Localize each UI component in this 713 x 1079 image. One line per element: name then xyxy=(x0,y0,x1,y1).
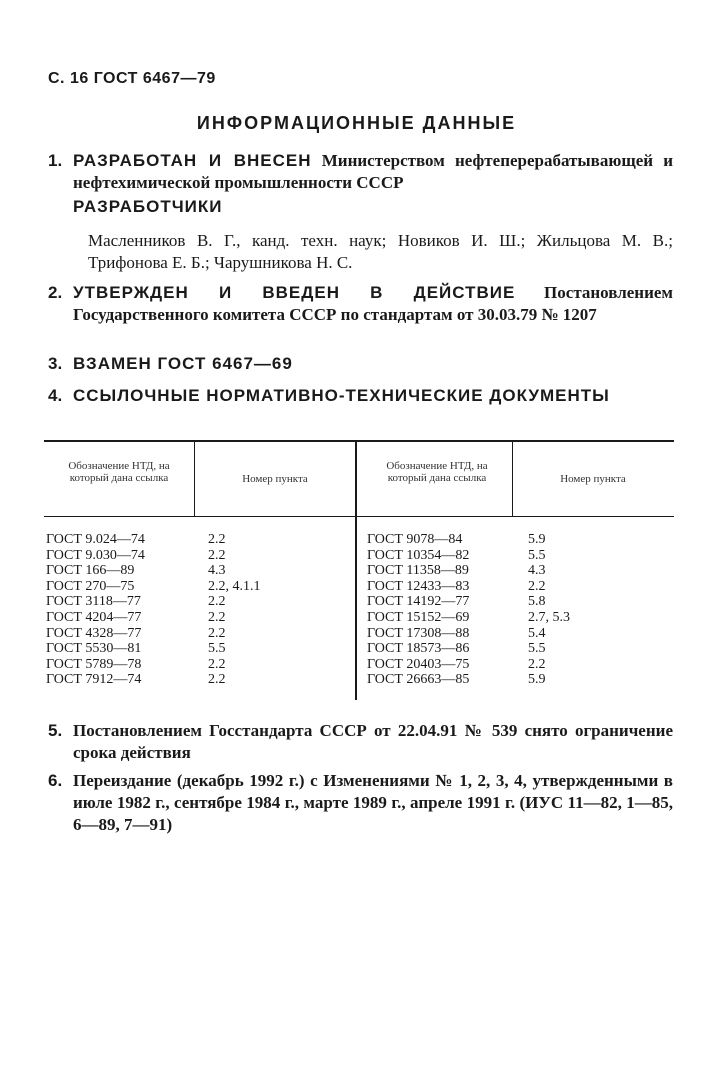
item-4 xyxy=(48,385,673,407)
item-text xyxy=(73,353,673,375)
item-lead: РАЗРАБОТАН И ВНЕСЕН xyxy=(73,151,312,170)
table-cell-doc: ГОСТ 5530—81 xyxy=(46,641,142,657)
item-body: Постановлением Государственного комитета СССР по стандартам от 30.03.79 № 1207 xyxy=(73,283,673,324)
table-cell-point: 2.2 xyxy=(208,532,226,547)
right-point-column xyxy=(528,532,570,688)
references-table xyxy=(44,440,674,702)
table-cell-point: 2.2 xyxy=(208,672,226,688)
table-cell-point: 2.2 xyxy=(208,625,226,641)
table-cell-doc: ГОСТ 4204—77 xyxy=(46,609,142,625)
table-divider xyxy=(512,442,513,516)
developers-heading: РАЗРАБОТЧИКИ xyxy=(73,197,223,216)
table-cell-doc: ГОСТ 9078—84 xyxy=(367,532,463,547)
table-cell-doc: ГОСТ 20403—75 xyxy=(367,656,470,672)
item-number: 2. xyxy=(48,283,63,302)
item-text xyxy=(73,150,673,194)
developers-list xyxy=(88,230,673,274)
table-cell-doc: ГОСТ 12433—83 xyxy=(367,578,470,594)
item-number: 6. xyxy=(48,771,63,790)
table-cell-point: 5.9 xyxy=(528,532,546,547)
header-point-left: Номер пункта xyxy=(242,473,308,485)
table-cell-doc: ГОСТ 4328—77 xyxy=(46,625,142,641)
left-doc-column xyxy=(46,532,145,688)
item-lead: УТВЕРЖДЕН И ВВЕДЕН В ДЕЙСТВИЕ xyxy=(73,283,516,302)
item-number: 3. xyxy=(48,354,63,373)
table-cell-doc: ГОСТ 9.030—74 xyxy=(46,547,145,563)
table-cell-doc: ГОСТ 10354—82 xyxy=(367,547,470,563)
table-cell-doc: ГОСТ 18573—86 xyxy=(367,641,470,657)
table-cell-point: 2.2, 4.1.1 xyxy=(208,578,261,594)
table-cell-point: 5.5 xyxy=(528,641,546,657)
table-cell-doc: ГОСТ 11358—89 xyxy=(367,563,469,579)
header-ntd-left: Обозначение НТД, на который дана ссылка xyxy=(68,460,170,484)
table-cell-point: 5.5 xyxy=(528,547,546,563)
item-text xyxy=(73,282,673,326)
table-center-divider xyxy=(355,442,357,700)
table-divider xyxy=(194,442,195,516)
table-cell-point: 5.4 xyxy=(528,625,546,641)
table-cell-doc: ГОСТ 7912—74 xyxy=(46,672,142,688)
item-6 xyxy=(48,770,673,836)
table-cell-point: 2.2 xyxy=(208,547,226,563)
left-point-column xyxy=(208,532,261,688)
item-lead: ССЫЛОЧНЫЕ НОРМАТИВНО-ТЕХНИЧЕСКИЕ ДОКУМЕНТЫ xyxy=(73,386,610,405)
table-cell-point: 2.7, 5.3 xyxy=(528,609,570,625)
table-cell-point: 2.2 xyxy=(208,656,226,672)
header-ntd-right: Обозначение НТД, на который дана ссылка xyxy=(386,460,488,484)
table-cell-doc: ГОСТ 3118—77 xyxy=(46,594,141,610)
table-cell-point: 5.9 xyxy=(528,672,546,688)
table-cell-doc: ГОСТ 15152—69 xyxy=(367,609,470,625)
item-body: Министерством нефтеперерабатывающей и нефтехимической промышленности СССР xyxy=(73,151,674,192)
item-text xyxy=(73,385,673,407)
table-header-rule xyxy=(44,516,674,517)
table-cell-doc: ГОСТ 17308—88 xyxy=(367,625,470,641)
table-cell-point: 5.8 xyxy=(528,594,546,610)
table-cell-doc: ГОСТ 14192—77 xyxy=(367,594,470,610)
table-cell-doc: ГОСТ 5789—78 xyxy=(46,656,142,672)
table-top-rule xyxy=(44,440,674,442)
item-text: Постановлением Госстандарта СССР от 22.04.91 № 539 снято ограничение срока действия xyxy=(73,721,673,762)
table-cell-doc: ГОСТ 270—75 xyxy=(46,578,135,594)
page-header: С. 16 ГОСТ 6467—79 xyxy=(48,70,216,87)
table-cell-point: 5.5 xyxy=(208,641,226,657)
item-lead: ВЗАМЕН ГОСТ 6467—69 xyxy=(73,354,293,373)
table-cell-doc: ГОСТ 166—89 xyxy=(46,563,135,579)
item-1 xyxy=(48,150,673,194)
table-cell-point: 2.2 xyxy=(208,594,226,610)
header-point-right: Номер пункта xyxy=(560,473,626,485)
table-cell-doc: ГОСТ 26663—85 xyxy=(367,672,470,688)
section-title: ИНФОРМАЦИОННЫЕ ДАННЫЕ xyxy=(196,113,517,133)
item-text: Переиздание (декабрь 1992 г.) с Изменениями № 1, 2, 3, 4, утвержденными в июле 1982 г., сентябре 1984 г., марте 1989 г., апреле 1991 г. (ИУС 11—82, 1—85, 6—89, 7—91) xyxy=(73,771,673,834)
table-cell-point: 4.3 xyxy=(208,563,226,579)
table-cell-point: 2.2 xyxy=(528,578,546,594)
item-number: 4. xyxy=(48,386,63,405)
item-number: 1. xyxy=(48,151,63,170)
item-number: 5. xyxy=(48,721,63,740)
table-cell-point: 2.2 xyxy=(208,609,226,625)
item-2 xyxy=(48,282,673,326)
developers-names: Масленников В. Г., канд. техн. наук; Новиков И. Ш.; Жильцова М. В.; Трифонова Е. Б.; Чарушникова Н. С. xyxy=(88,231,673,272)
right-doc-column xyxy=(367,532,469,688)
table-cell-point: 4.3 xyxy=(528,563,546,579)
item-5 xyxy=(48,720,673,764)
item-3 xyxy=(48,353,673,375)
table-cell-point: 2.2 xyxy=(528,656,546,672)
table-cell-doc: ГОСТ 9.024—74 xyxy=(46,532,145,547)
